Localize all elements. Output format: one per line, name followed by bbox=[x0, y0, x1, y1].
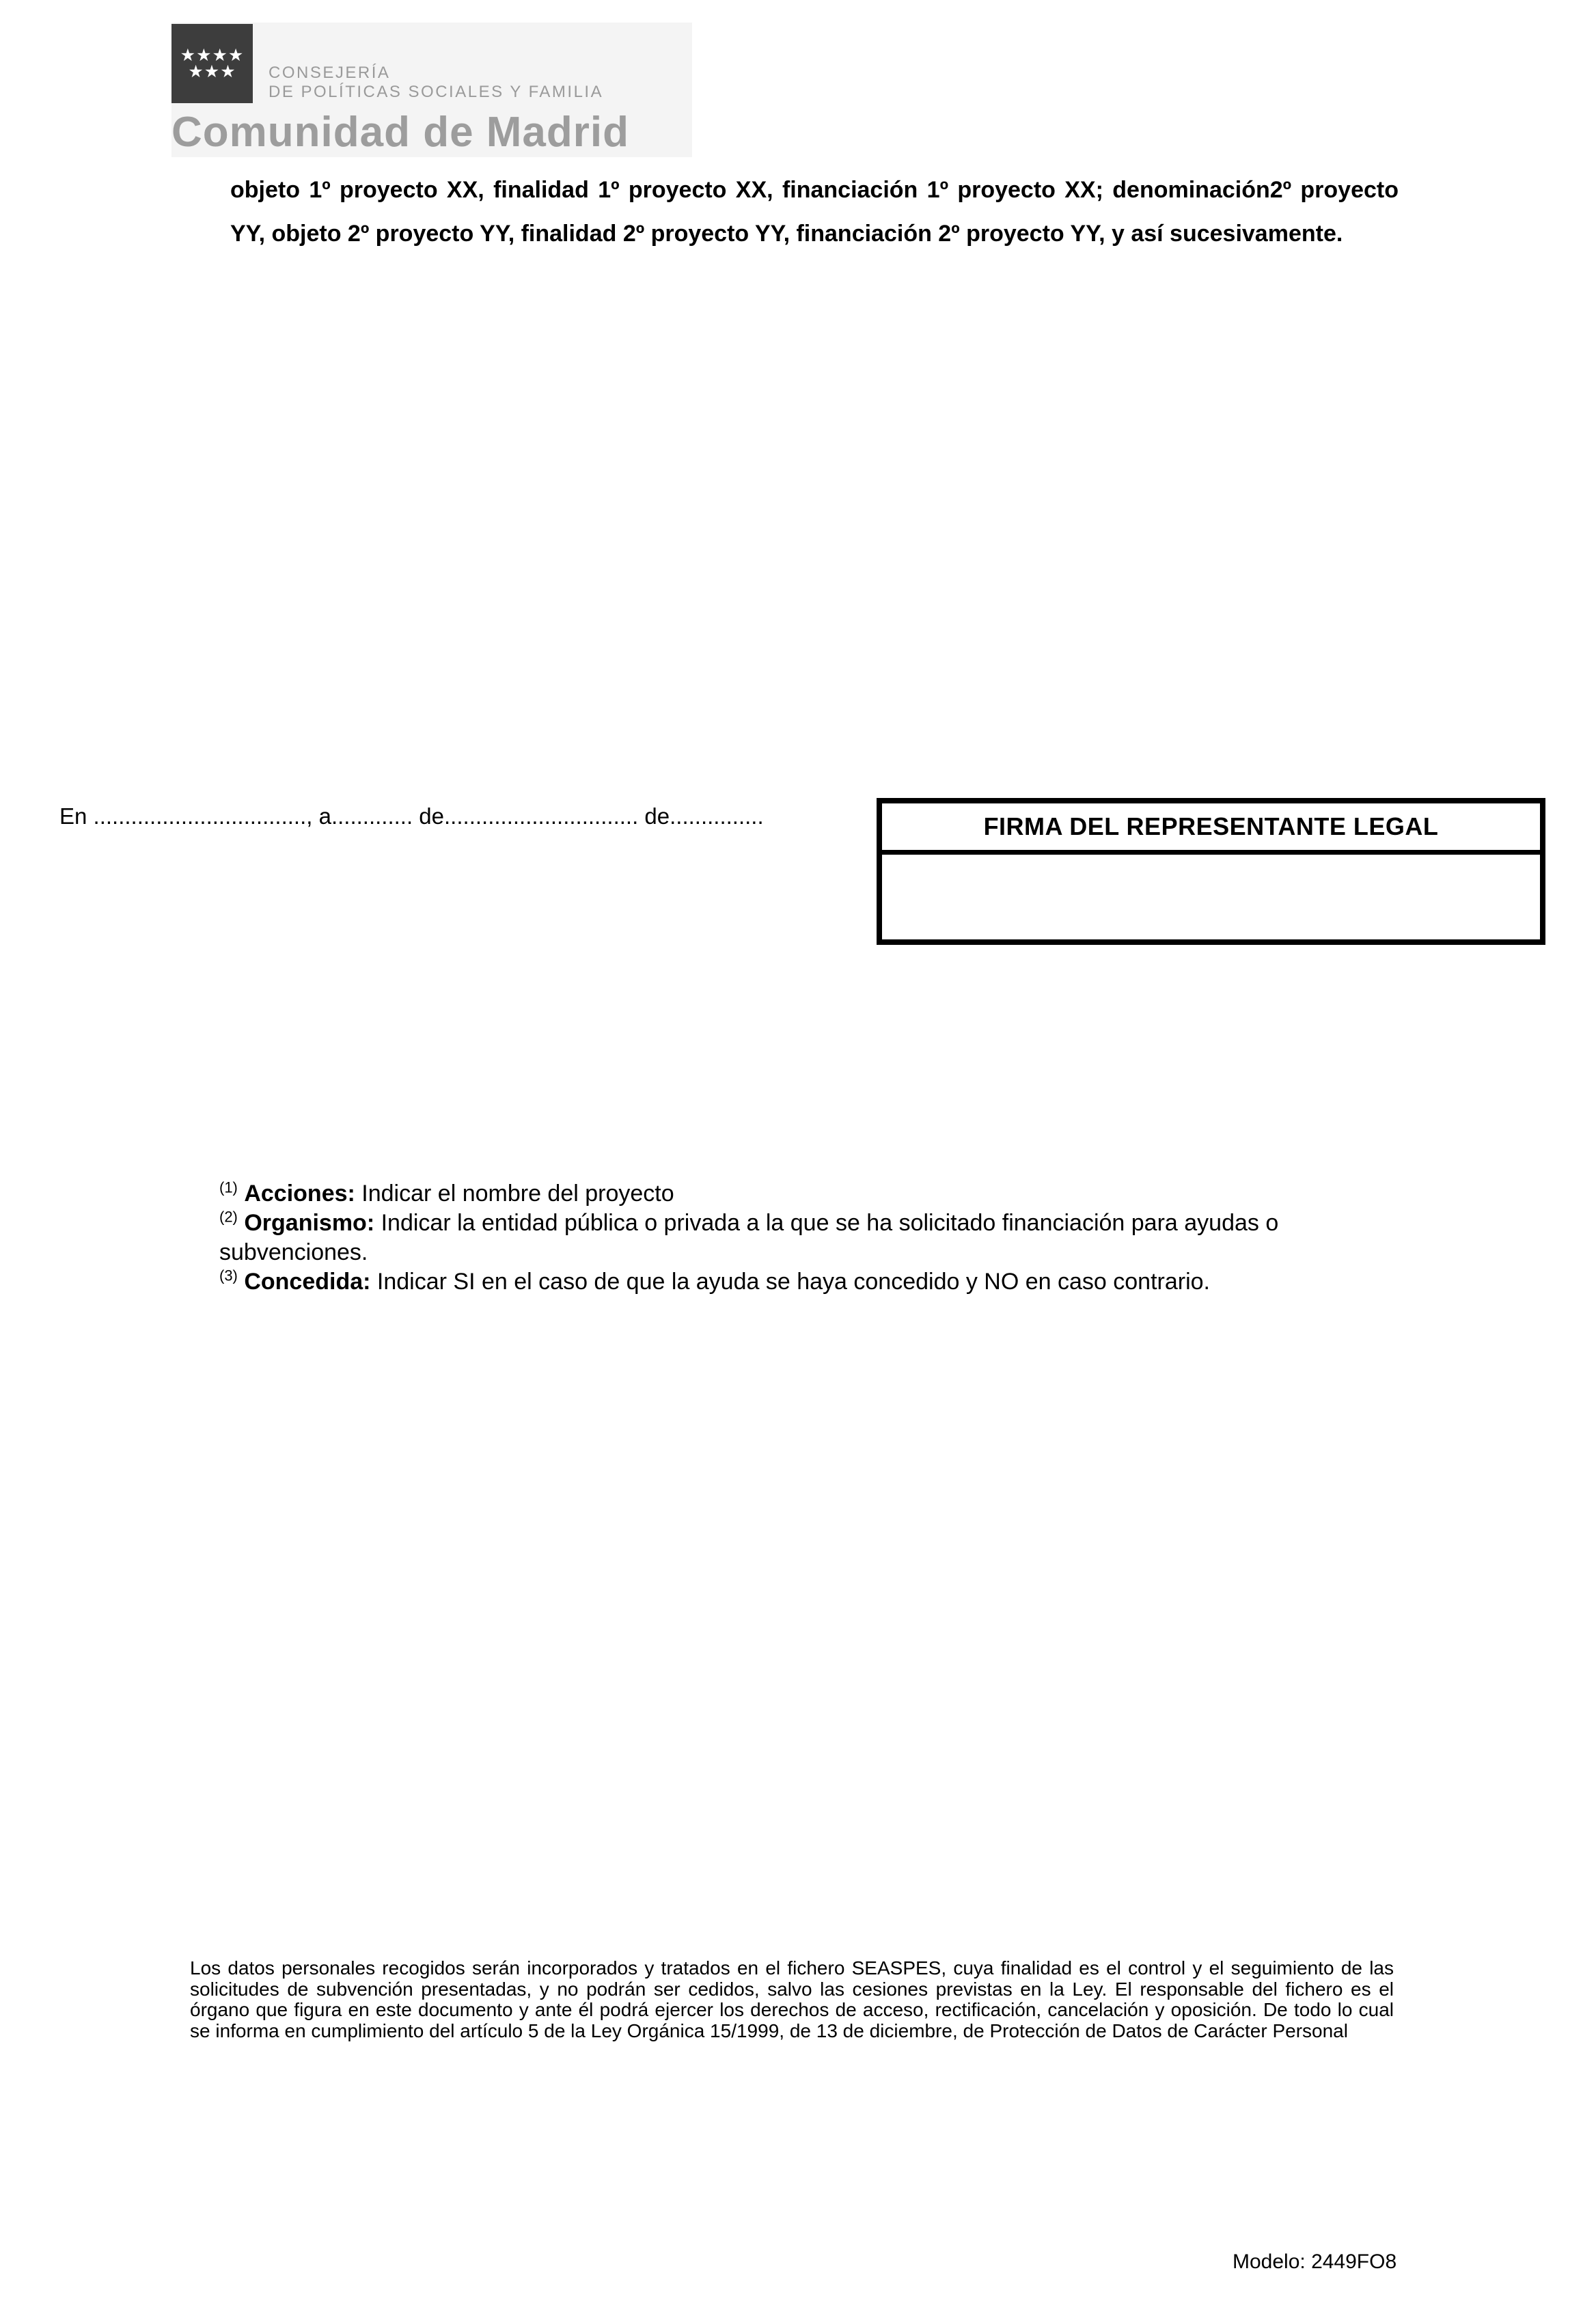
footnote-3-term: Concedida: bbox=[244, 1269, 371, 1295]
main-paragraph: objeto 1º proyecto XX, finalidad 1º proyecto XX, financiación 1º proyecto XX; denominación2º proyecto YY, objeto 2º proyecto YY, finalidad 2º proyecto YY, financiación 2º proyecto YY, y así sucesivamente. bbox=[230, 177, 1399, 247]
signature-area bbox=[882, 855, 1540, 940]
model-number: Modelo: 2449FO8 bbox=[1233, 2250, 1397, 2273]
privacy-notice: Los datos personales recogidos serán incorporados y tratados en el fichero SEASPES, cuya finalidad es el control y el seguimiento de las solicitudes de subvención presentadas, y no podrán ser cedidos, salvo las cesiones previstas en la Ley. El responsable del fichero es el órgano que figura en este documento y ante él podrá ejercer los derechos de acceso, rectificación, cancelación y oposición. De todo lo cual se informa en cumplimiento del artículo 5 de la Ley Orgánica 15/1999, de 13 de diciembre, de Protección de Datos de Carácter Personal bbox=[190, 1957, 1394, 2041]
department-name bbox=[269, 64, 603, 102]
footnote-2-marker: (2) bbox=[219, 1208, 238, 1226]
department-name-line2: DE POLÍTICAS SOCIALES Y FAMILIA bbox=[269, 83, 604, 101]
footnote-3 bbox=[219, 1267, 1408, 1297]
footnote-2 bbox=[219, 1209, 1408, 1267]
signature-box bbox=[877, 798, 1545, 945]
date-line: En .................................., a............. de............................... de............... bbox=[59, 803, 764, 829]
footnote-3-marker: (3) bbox=[219, 1267, 238, 1284]
region-wordmark: Comunidad de Madrid bbox=[171, 109, 629, 156]
department-name-line1: CONSEJERÍA bbox=[269, 64, 391, 82]
madrid-flag-icon bbox=[171, 24, 253, 103]
footnote-1-marker: (1) bbox=[219, 1179, 238, 1196]
flag-stars-row-top: ★★★★ bbox=[180, 46, 245, 65]
footnote-2-text: Indicar la entidad pública o privada a la que se ha solicitado financiación para ayudas o subvenciones. bbox=[219, 1210, 1279, 1265]
signature-box-title: FIRMA DEL REPRESENTANTE LEGAL bbox=[882, 803, 1540, 855]
footnote-2-term: Organismo: bbox=[244, 1210, 375, 1236]
footnote-1-text: Indicar el nombre del proyecto bbox=[355, 1181, 674, 1207]
footnote-3-text: Indicar SI en el caso de que la ayuda se haya concedido y NO en caso contrario. bbox=[370, 1269, 1210, 1295]
logo-banner bbox=[171, 23, 692, 157]
footnotes bbox=[219, 1179, 1408, 1297]
flag-stars-row-bottom: ★★★ bbox=[188, 62, 236, 81]
footnote-1-term: Acciones: bbox=[244, 1181, 355, 1207]
footnote-1 bbox=[219, 1179, 1408, 1209]
